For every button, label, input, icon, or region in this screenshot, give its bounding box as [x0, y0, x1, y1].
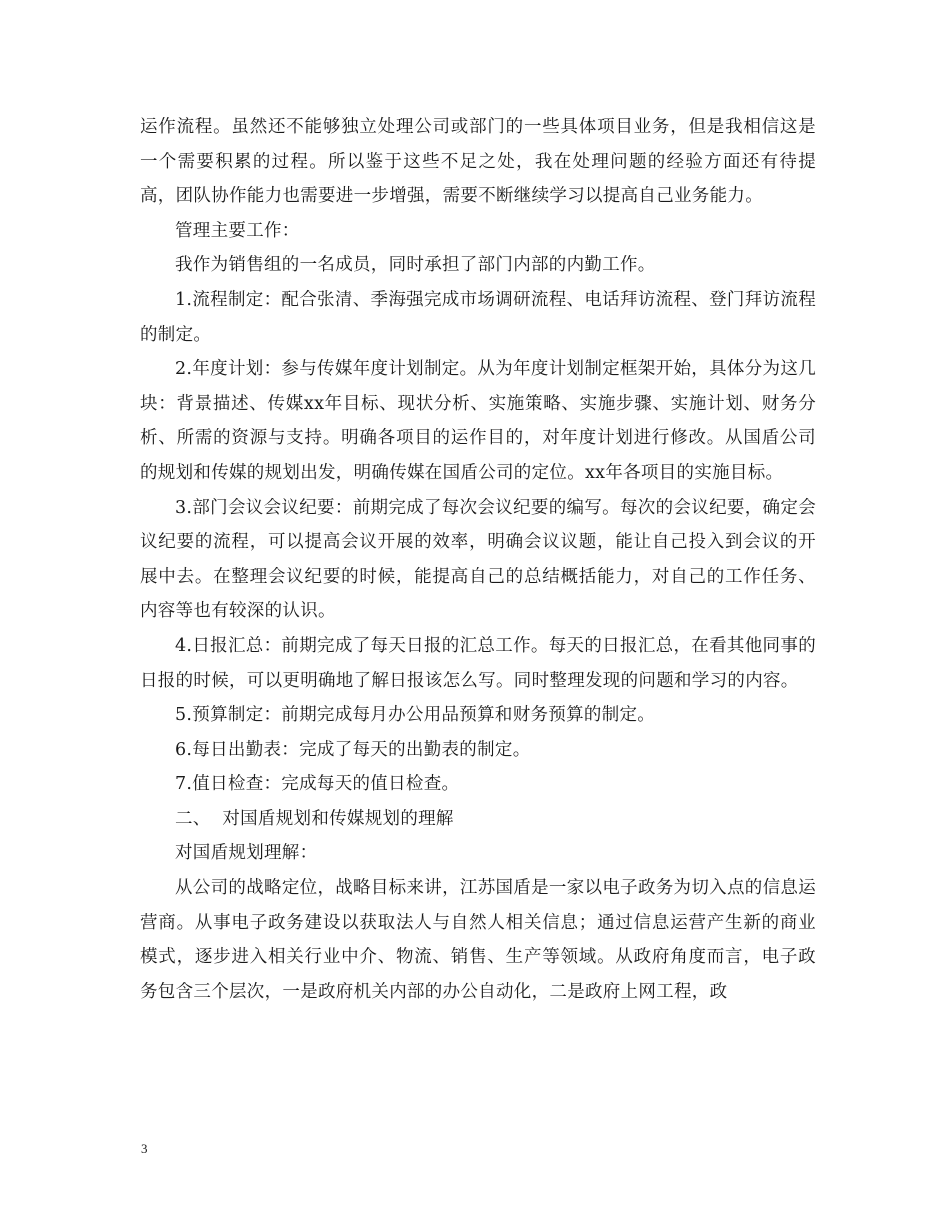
paragraph-4: 1.流程制定：配合张清、季海强完成市场调研流程、电话拜访流程、登门拜访流程的制定。 [140, 289, 816, 345]
paragraph-7: 4.日报汇总：前期完成了每天日报的汇总工作。每天的日报汇总，在看其他同事的日报的时候，可以更明确地了解日报该怎么写。同时整理发现的问题和学习的内容。 [140, 635, 816, 691]
paragraph-8: 5.预算制定：前期完成每月办公用品预算和财务预算的制定。 [175, 705, 656, 726]
document-body [140, 110, 816, 1009]
paragraph-10: 7.值日检查：完成每天的值日检查。 [175, 774, 460, 795]
paragraph-12: 对国盾规划理解： [175, 843, 318, 864]
page-number: 3 [141, 1141, 148, 1156]
paragraph-5: 2.年度计划：参与传媒年度计划制定。从为年度计划制定框架开始，具体分为这几块：背景描述、传媒xx年目标、现状分析、实施策略、实施步骤、实施计划、财务分析、所需的资源与支持。明确各项目的运作目的，对年度计划进行修改。从国盾公司的规划和传媒的规划出发，明确传媒在国盾公司的定位。xx年各项目的实施目标。 [140, 359, 816, 483]
paragraph-9: 6.每日出勤表：完成了每天的出勤表的制定。 [175, 739, 531, 760]
paragraph-2: 管理主要工作： [175, 220, 300, 241]
paragraph-3: 我作为销售组的一名成员，同时承担了部门内部的内勤工作。 [175, 255, 656, 276]
paragraph-6: 3.部门会议会议纪要：前期完成了每次会议纪要的编写。每次的会议纪要，确定会议纪要的流程，可以提高会议开展的效率，明确会议议题，能让自己投入到会议的开展中去。在整理会议纪要的时候，能提高自己的总结概括能力，对自己的工作任务、内容等也有较深的认识。 [140, 497, 816, 622]
section-heading: 二、 对国盾规划和传媒规划的理解 [175, 808, 454, 829]
paragraph-13: 从公司的战略定位，战略目标来讲，江苏国盾是一家以电子政务为切入点的信息运营商。从事电子政务建设以获取法人与自然人相关信息；通过信息运营产生新的商业模式，逐步进入相关行业中介、物流、销售、生产等领域。从政府角度而言，电子政务包含三个层次，一是政府机关内部的办公自动化，二是政府上网工程，政 [140, 878, 816, 1002]
paragraph-1: 运作流程。虽然还不能够独立处理公司或部门的一些具体项目业务，但是我相信这是一个需要积累的过程。所以鉴于这些不足之处，我在处理问题的经验方面还有待提高，团队协作能力也需要进一步增强，需要不断继续学习以提高自己业务能力。 [140, 117, 816, 207]
